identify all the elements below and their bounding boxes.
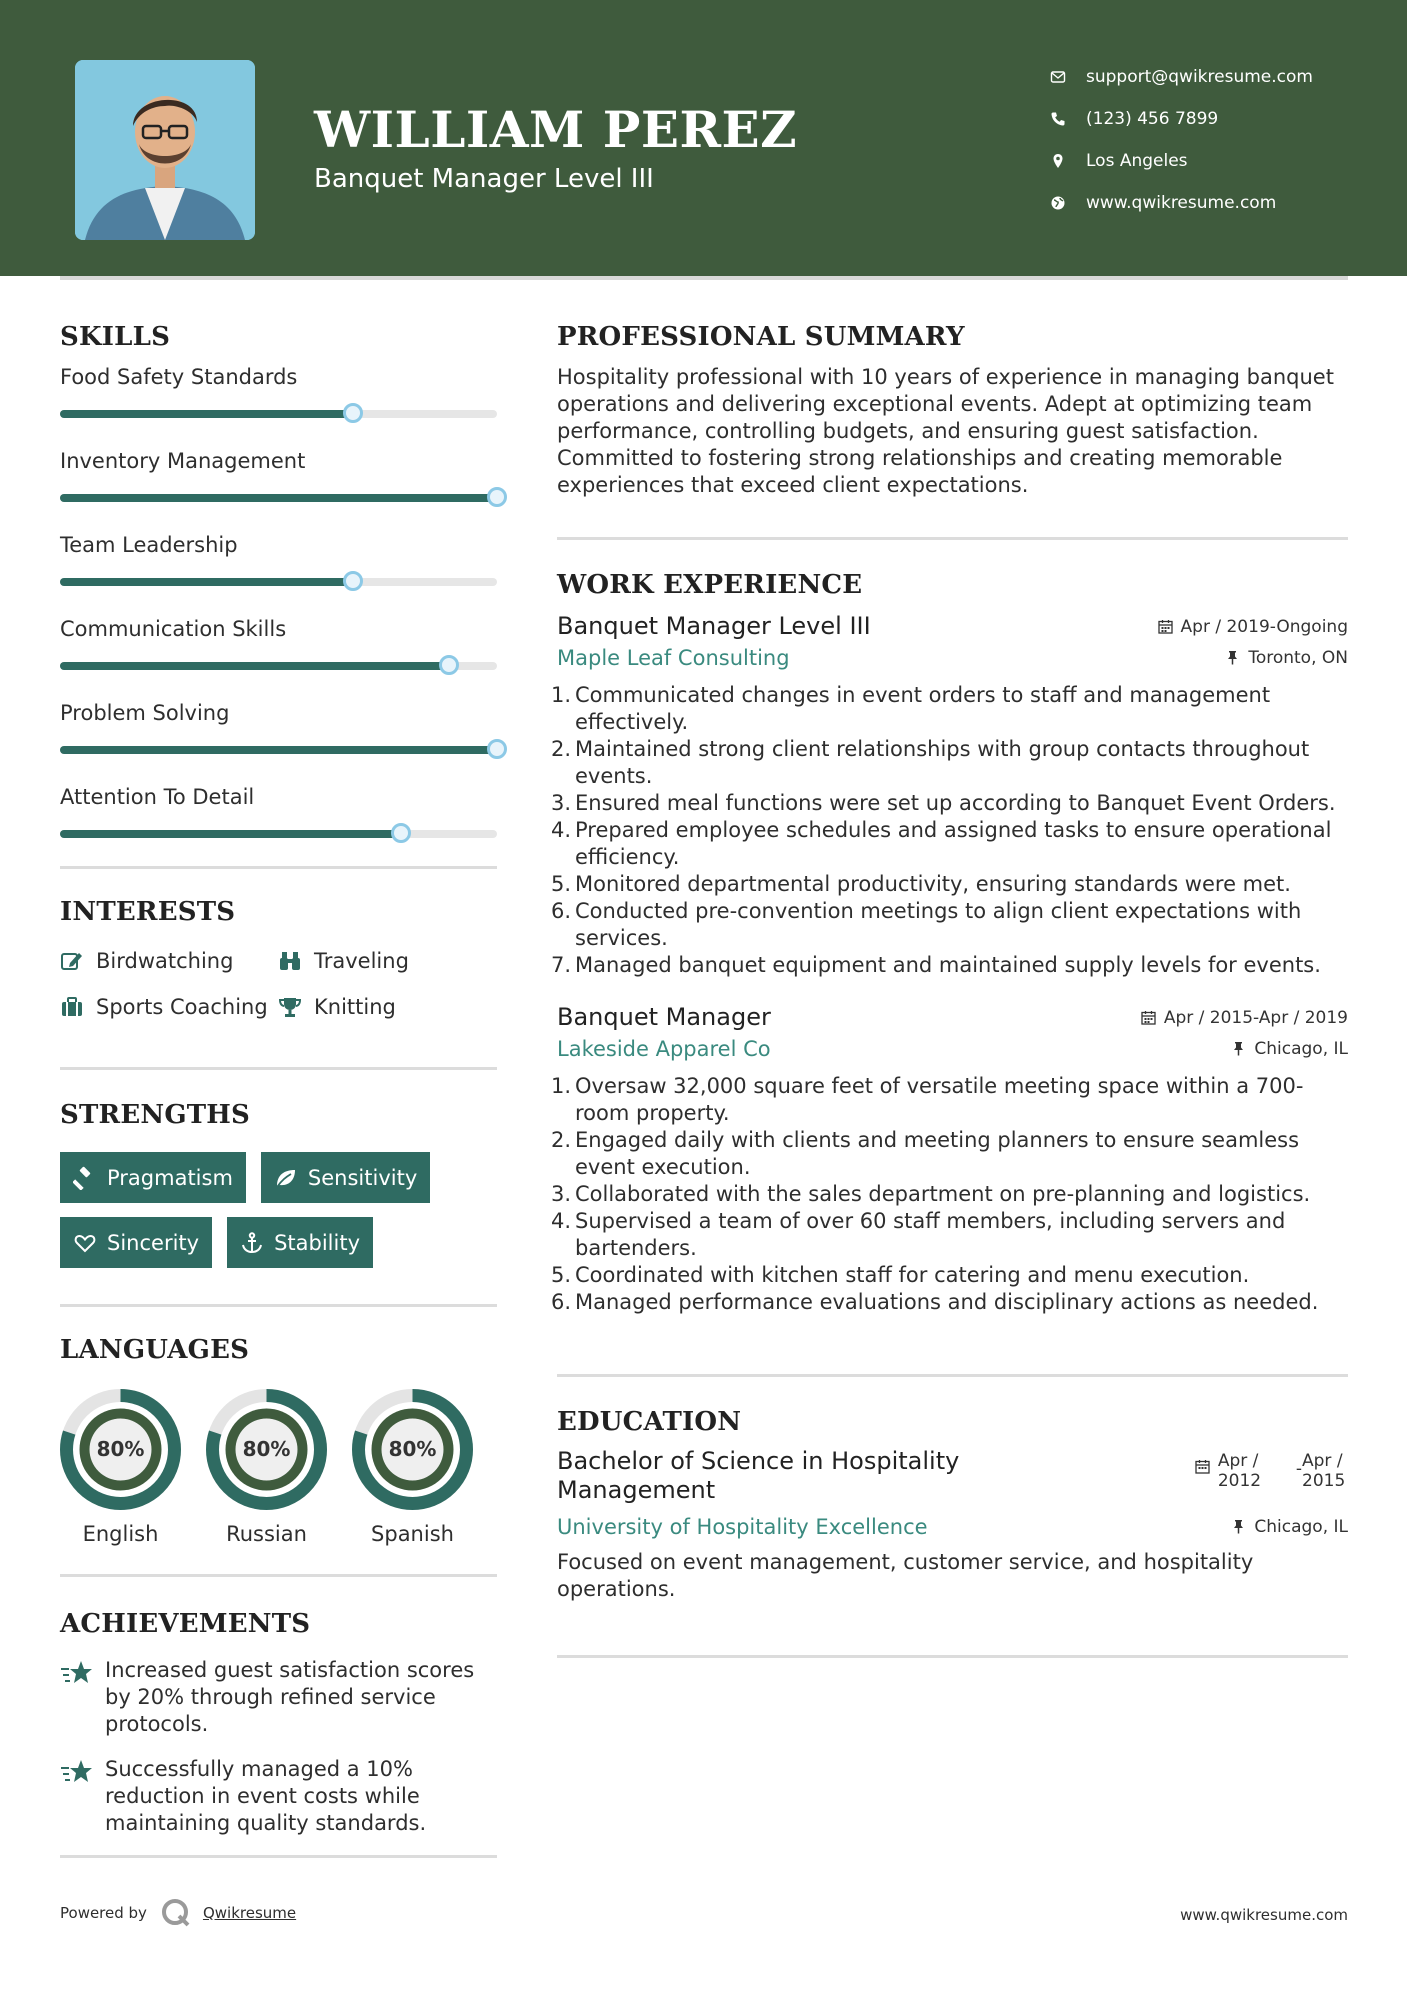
skill-name: Problem Solving [60,701,230,725]
brand-link[interactable]: Qwikresume [202,1904,297,1922]
footer-divider [60,1855,497,1858]
header-divider [60,276,1348,280]
language-percent: 80% [96,1437,145,1461]
resume-header [0,0,1407,276]
education-school: University of Hospitality Excellence [557,1515,928,1539]
contact-email-text: support@qwikresume.com [1086,67,1313,87]
skill-name: Communication Skills [60,617,287,641]
job-location-text: Toronto, ON [1248,647,1348,668]
job-subheader [557,646,1348,670]
skill-bar-fill [60,410,353,418]
skill-bar-fill [60,746,497,754]
strength-label: Stability [274,1230,361,1255]
summary-heading: PROFESSIONAL SUMMARY [557,322,965,352]
job-duties [551,682,1348,979]
calendar-icon [1158,619,1173,634]
job-entry [551,1003,1348,1316]
skill-name: Inventory Management [60,449,306,473]
skill-bar [60,410,497,418]
language-name: Russian [226,1522,307,1546]
experience-heading: WORK EXPERIENCE [557,570,863,600]
pushpin-icon [1231,1519,1246,1534]
language-percent: 80% [388,1437,437,1461]
duty-item: 1. Oversaw 32,000 square feet of versatile meeting space within a 700-room property. [551,1074,1304,1125]
envelope-icon [1050,69,1086,85]
job-company: Maple Leaf Consulting [557,646,790,670]
pencil-square-icon [60,949,84,973]
interest-item [60,945,278,977]
strength-tag [60,1152,246,1203]
job-title: Banquet Manager Level III [557,612,871,640]
duty-item: 7. Managed banquet equipment and maintained supply levels for events. [551,953,1321,977]
skill-name: Team Leadership [60,533,238,557]
pushpin-icon [1231,1041,1246,1056]
skill-bar-fill [60,830,401,838]
interest-label: Knitting [314,995,396,1019]
leaf-icon [274,1166,298,1190]
language-name: Spanish [371,1522,454,1546]
binoculars-icon [278,949,302,973]
job-location [1225,648,1348,668]
interest-label: Sports Coaching [96,995,268,1019]
duty-item: 6. Managed performance evaluations and disciplinary actions as needed. [551,1290,1319,1314]
language-gauge [206,1389,327,1510]
achievement-text: Successfully managed a 10% reduction in event costs while maintaining quality standards. [105,1757,427,1835]
section-divider [60,1067,497,1070]
skills-heading: SKILLS [60,322,171,352]
skill-bar-knob [391,823,411,843]
achievements-heading: ACHIEVEMENTS [60,1609,311,1639]
section-divider [60,1304,497,1307]
calendar-icon [1141,1010,1156,1025]
skill-bar [60,830,497,838]
strength-tag [227,1217,373,1268]
gavel-icon [73,1166,97,1190]
languages-list [60,1389,497,1546]
strength-tag [261,1152,430,1203]
powered-by-text: Powered by [60,1904,147,1922]
duty-item: 5. Monitored departmental productivity, ensuring standards were met. [551,872,1291,896]
duty-item: 3. Collaborated with the sales department on pre-planning and logistics. [551,1182,1311,1206]
skill-bar [60,662,497,670]
contact-phone-text: (123) 456 7899 [1086,109,1219,129]
phone-icon [1050,111,1086,127]
education-entry [557,1447,1348,1603]
education-location-text: Chicago, IL [1254,1516,1348,1537]
footer-branding [60,1898,296,1928]
strength-label: Pragmatism [107,1165,233,1190]
star-icon [60,1659,94,1687]
interests-heading: INTERESTS [60,897,236,927]
trophy-icon [278,995,302,1019]
footer-website[interactable]: www.qwikresume.com [1180,1906,1348,1924]
strength-label: Sensitivity [307,1165,418,1190]
skill-item [60,530,497,586]
heart-icon [73,1231,97,1255]
job-header [557,612,1348,640]
interests-list [60,945,497,1023]
duty-item: 4. Supervised a team of over 60 staff members, including servers and bartenders. [551,1209,1286,1260]
left-column [60,322,497,1837]
job-subheader [557,1037,1348,1061]
achievement-text: Increased guest satisfaction scores by 20% through refined service protocols. [105,1658,475,1736]
languages-heading: LANGUAGES [60,1335,250,1365]
duty-item: 2. Maintained strong client relationships with group contacts throughout events. [551,737,1310,788]
job-dates [1141,1008,1348,1028]
candidate-name: WILLIAM PEREZ [314,100,798,159]
strength-tag [60,1217,212,1268]
education-heading: EDUCATION [557,1407,742,1437]
contact-website-text: www.qwikresume.com [1086,193,1277,213]
calendar-icon [1195,1459,1210,1474]
job-dates-text: Apr / 2015-Apr / 2019 [1163,1007,1348,1028]
section-divider [557,1655,1348,1658]
skill-bar [60,494,497,502]
education-dates [1195,1451,1348,1491]
section-divider [557,1374,1348,1377]
profile-photo-image [75,60,255,240]
section-divider [557,537,1348,540]
skill-item [60,782,497,838]
right-column [551,322,1348,1658]
contact-location-text: Los Angeles [1086,151,1188,171]
strengths-heading: STRENGTHS [60,1100,251,1130]
job-header [557,1003,1348,1031]
skill-bar-fill [60,578,353,586]
skill-bar-fill [60,662,449,670]
section-divider [60,866,497,869]
anchor-icon [240,1231,264,1255]
duty-item: 3. Ensured meal functions were set up according to Banquet Event Orders. [551,791,1336,815]
achievements-list [60,1657,497,1837]
job-location [1231,1039,1348,1059]
job-company: Lakeside Apparel Co [557,1037,771,1061]
contact-phone[interactable] [1050,98,1380,140]
duty-item: 6. Conducted pre-convention meetings to align client expectations with services. [551,899,1302,950]
skills-list [60,362,497,838]
job-entry [551,612,1348,979]
education-degree: Bachelor of Science in Hospitality Management [557,1447,960,1504]
skill-item [60,362,497,418]
briefcase-icon [60,995,84,1019]
profile-photo [75,60,255,240]
globe-icon [1050,195,1086,211]
education-location [1231,1517,1348,1537]
education-date-sep: - [1295,1459,1302,1479]
education-date-end: Apr / 2015 [1302,1451,1346,1491]
language-gauge [352,1389,473,1510]
education-description: Focused on event management, customer service, and hospitality operations. [557,1550,1254,1601]
duty-item: 2. Engaged daily with clients and meeting planners to ensure seamless event execution. [551,1128,1300,1179]
job-title: Banquet Manager [557,1003,771,1031]
contact-list [1050,56,1380,224]
job-duties [551,1073,1348,1316]
strength-label: Sincerity [107,1230,200,1255]
skill-bar-knob [343,403,363,423]
education-subheader [557,1515,1348,1539]
qwikresume-logo-icon [161,1898,191,1928]
job-location-text: Chicago, IL [1254,1038,1348,1059]
skill-item [60,698,497,754]
skill-bar-knob [439,655,459,675]
language-item [206,1389,327,1546]
interest-item [60,991,278,1023]
skill-bar-fill [60,494,497,502]
candidate-title: Banquet Manager Level III [314,164,654,194]
language-item [60,1389,181,1546]
skill-bar [60,578,497,586]
skill-bar-knob [487,739,507,759]
star-icon [60,1758,94,1786]
skill-bar-knob [343,571,363,591]
contact-location [1050,140,1380,182]
interest-item [278,991,497,1023]
language-name: English [82,1522,159,1546]
skill-name: Attention To Detail [60,785,255,809]
language-percent: 80% [242,1437,291,1461]
skill-bar [60,746,497,754]
strengths-list [60,1152,497,1268]
summary-text: Hospitality professional with 10 years of experience in managing banquet operations and delivering exceptional events. Adept at optimizing team performance, controlling budgets, and ensuring guest satisfaction. Committed to fostering strong relationships and creating memorable experiences that exceed client expectations. [557,365,1334,497]
achievement-item [60,1657,497,1738]
job-dates-text: Apr / 2019-Ongoing [1180,616,1348,637]
interest-label: Traveling [314,949,409,973]
interest-label: Birdwatching [96,949,234,973]
section-divider [60,1574,497,1577]
skill-item [60,614,497,670]
contact-email[interactable] [1050,56,1380,98]
education-header [557,1447,1348,1505]
achievement-item [60,1756,497,1837]
skill-name: Food Safety Standards [60,365,298,389]
job-dates [1158,617,1348,637]
pushpin-icon [1225,650,1240,665]
duty-item: 1. Communicated changes in event orders to staff and management effectively. [551,683,1271,734]
map-pin-icon [1050,153,1086,169]
contact-website[interactable] [1050,182,1380,224]
skill-item [60,446,497,502]
language-item [352,1389,473,1546]
language-gauge [60,1389,181,1510]
duty-item: 4. Prepared employee schedules and assigned tasks to ensure operational efficiency. [551,818,1332,869]
education-date-start: Apr / 2012 [1217,1451,1262,1491]
duty-item: 5. Coordinated with kitchen staff for catering and menu execution. [551,1263,1250,1287]
interest-item [278,945,497,977]
skill-bar-knob [487,487,507,507]
